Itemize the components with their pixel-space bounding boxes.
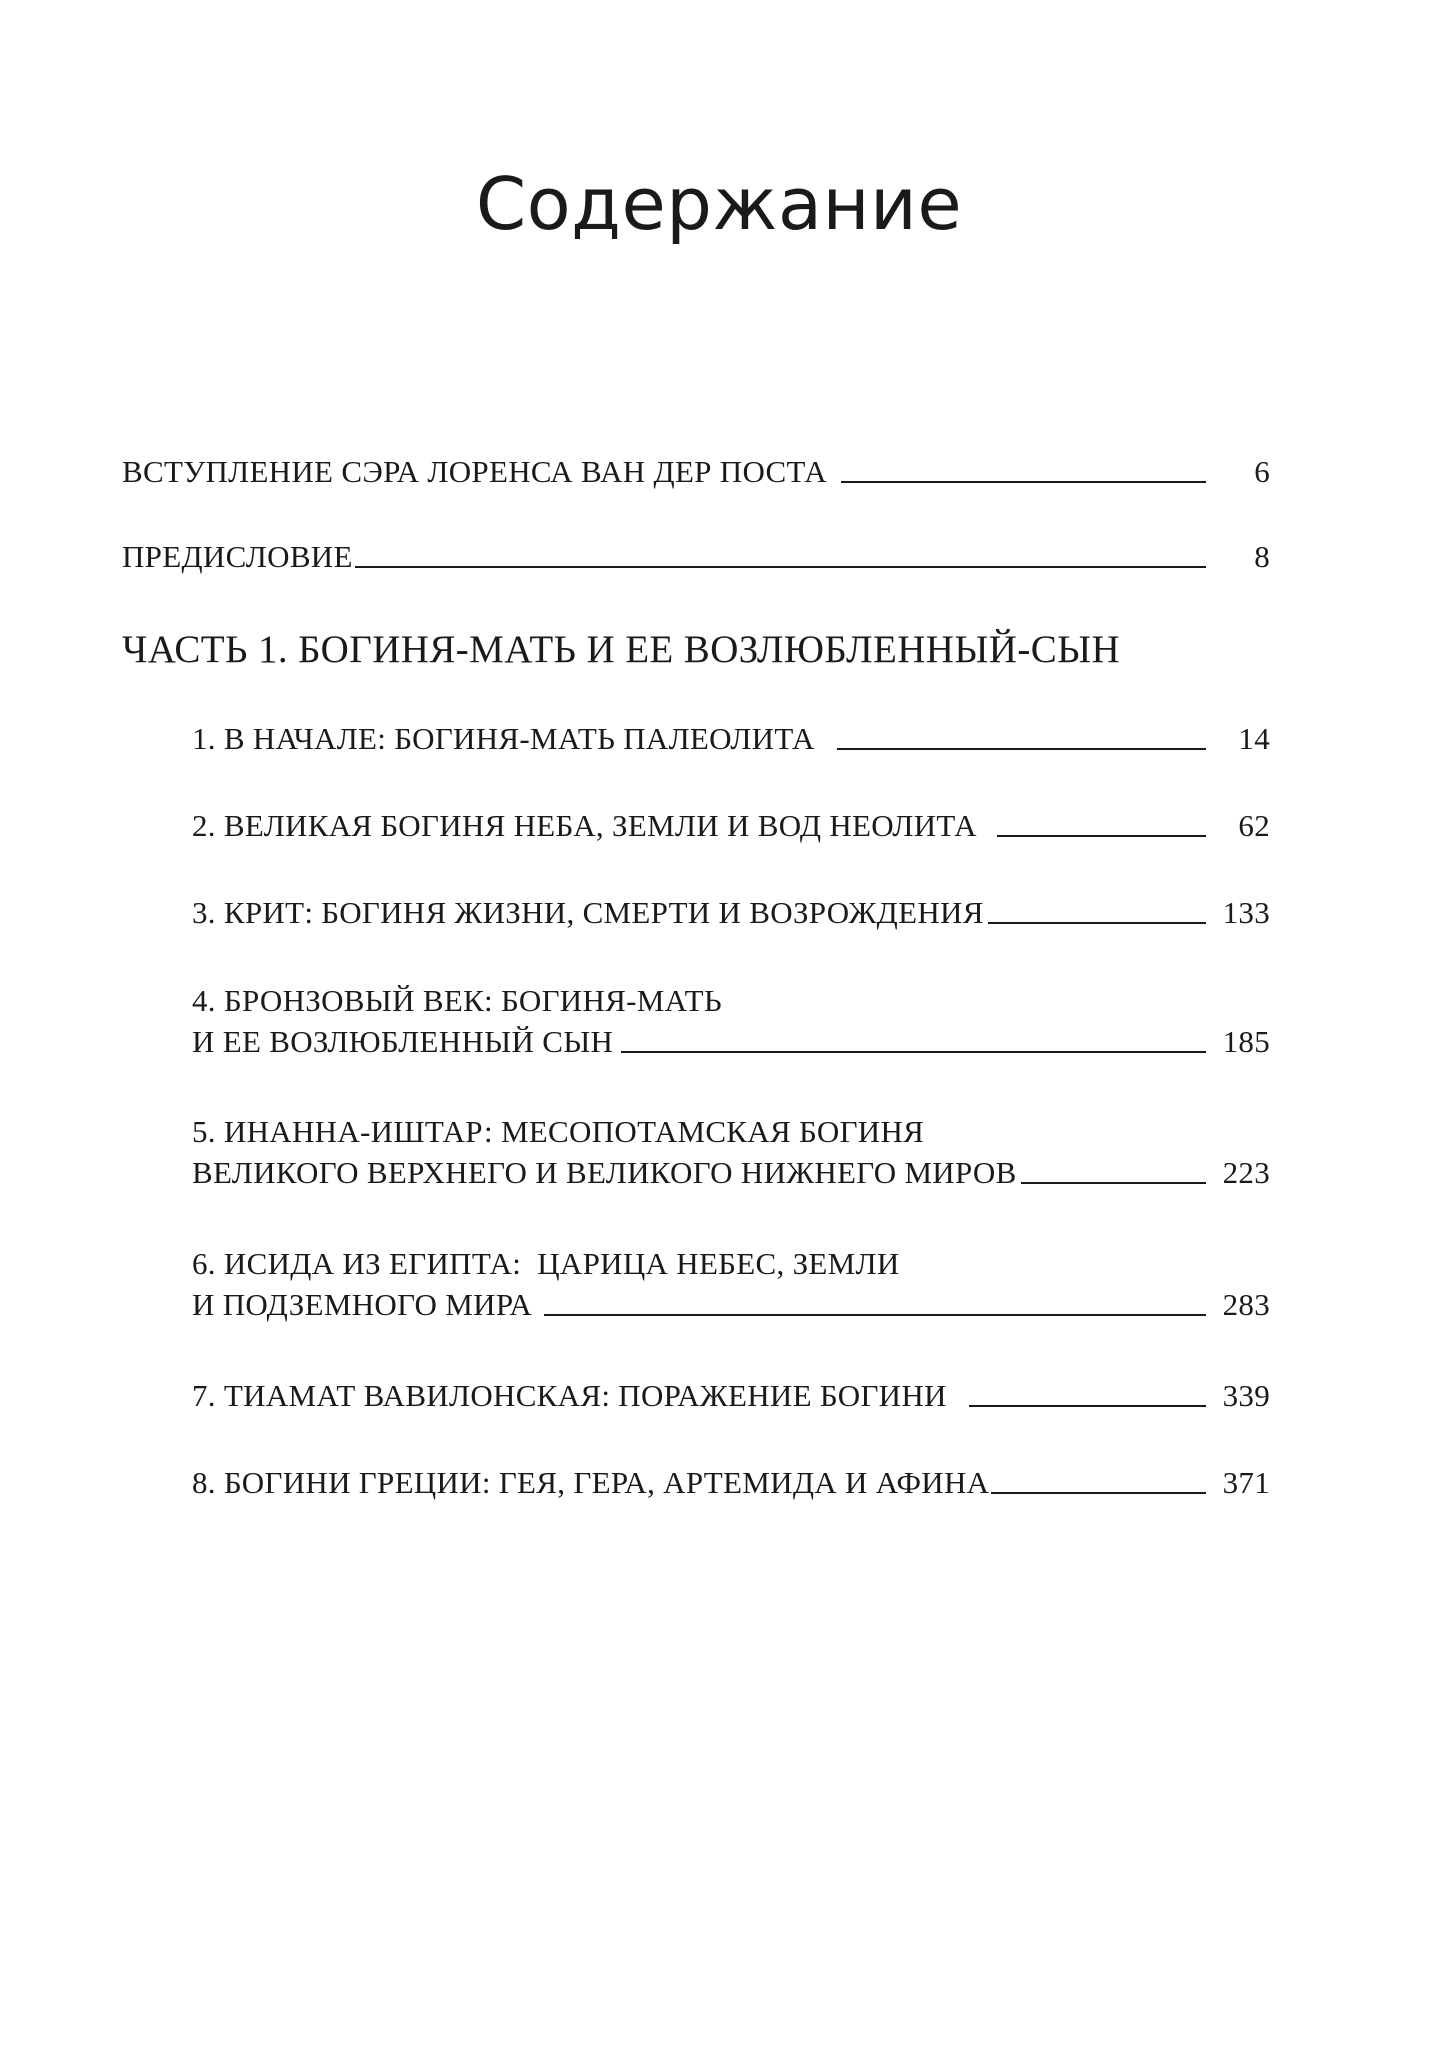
page-number: 185 <box>1222 1024 1270 1059</box>
entry-title-line1: 4. БРОНЗОВЫЙ ВЕК: БОГИНЯ-МАТЬ <box>192 983 722 1018</box>
page-number: 6 <box>1254 454 1270 489</box>
entry-title-line1: 5. ИНАННА-ИШТАР: МЕСОПОТАМСКАЯ БОГИНЯ <box>192 1114 925 1149</box>
toc-entry-chapter-6[interactable] <box>192 1248 1270 1320</box>
entry-title: 2. ВЕЛИКАЯ БОГИНЯ НЕБА, ЗЕМЛИ И ВОД НЕОЛИТА <box>192 808 977 843</box>
leader-line <box>355 566 1206 568</box>
leader-line <box>988 922 1206 924</box>
part-heading[interactable]: ЧАСТЬ 1. БОГИНЯ-МАТЬ И ЕЕ ВОЗЛЮБЛЕННЫЙ-СЫН <box>122 628 1121 671</box>
entry-title: 1. В НАЧАЛЕ: БОГИНЯ-МАТЬ ПАЛЕОЛИТА <box>192 721 815 756</box>
leader-line <box>997 835 1206 837</box>
toc-entry-chapter-2[interactable] <box>192 810 1270 841</box>
page-number: 8 <box>1254 539 1270 574</box>
entry-title: 8. БОГИНИ ГРЕЦИИ: ГЕЯ, ГЕРА, АРТЕМИДА И АФИНА <box>192 1465 990 1500</box>
leader-line <box>1021 1182 1206 1184</box>
leader-line <box>621 1051 1206 1053</box>
leader-line <box>991 1492 1206 1494</box>
page-number: 283 <box>1222 1287 1270 1322</box>
leader-line <box>841 481 1206 483</box>
entry-title-line1: 6. ИСИДА ИЗ ЕГИПТА: ЦАРИЦА НЕБЕС, ЗЕМЛИ <box>192 1246 900 1281</box>
toc-entry-preface[interactable] <box>122 541 1270 572</box>
entry-title: ПРЕДИСЛОВИЕ <box>122 539 353 574</box>
toc-entry-foreword-van-der-post[interactable] <box>122 456 1270 487</box>
page-number: 62 <box>1238 808 1270 843</box>
page-number: 133 <box>1222 895 1270 930</box>
page-number: 371 <box>1222 1465 1270 1500</box>
leader-line <box>837 748 1206 750</box>
leader-line <box>544 1314 1206 1316</box>
page-title: Содержание <box>475 162 963 246</box>
entry-title-line2: И ПОДЗЕМНОГО МИРА <box>192 1287 533 1322</box>
toc-entry-chapter-1[interactable] <box>192 723 1270 754</box>
leader-line <box>969 1405 1206 1407</box>
page-number: 339 <box>1222 1378 1270 1413</box>
entry-title: ВСТУПЛЕНИЕ СЭРА ЛОРЕНСА ВАН ДЕР ПОСТА <box>122 454 827 489</box>
page-number: 223 <box>1222 1155 1270 1190</box>
entry-title: 3. КРИТ: БОГИНЯ ЖИЗНИ, СМЕРТИ И ВОЗРОЖДЕНИЯ <box>192 895 984 930</box>
entry-title-line2: И ЕЕ ВОЗЛЮБЛЕННЫЙ СЫН <box>192 1024 614 1059</box>
toc-entry-chapter-5[interactable] <box>192 1116 1270 1188</box>
toc-entry-chapter-7[interactable] <box>192 1380 1270 1411</box>
toc-entry-chapter-3[interactable] <box>192 897 1270 928</box>
entry-title: 7. ТИАМАТ ВАВИЛОНСКАЯ: ПОРАЖЕНИЕ БОГИНИ <box>192 1378 947 1413</box>
toc-entry-chapter-4[interactable] <box>192 985 1270 1057</box>
entry-title-line2: ВЕЛИКОГО ВЕРХНЕГО И ВЕЛИКОГО НИЖНЕГО МИРОВ <box>192 1155 1017 1190</box>
toc-entry-chapter-8[interactable] <box>192 1467 1270 1498</box>
page-number: 14 <box>1238 721 1270 756</box>
